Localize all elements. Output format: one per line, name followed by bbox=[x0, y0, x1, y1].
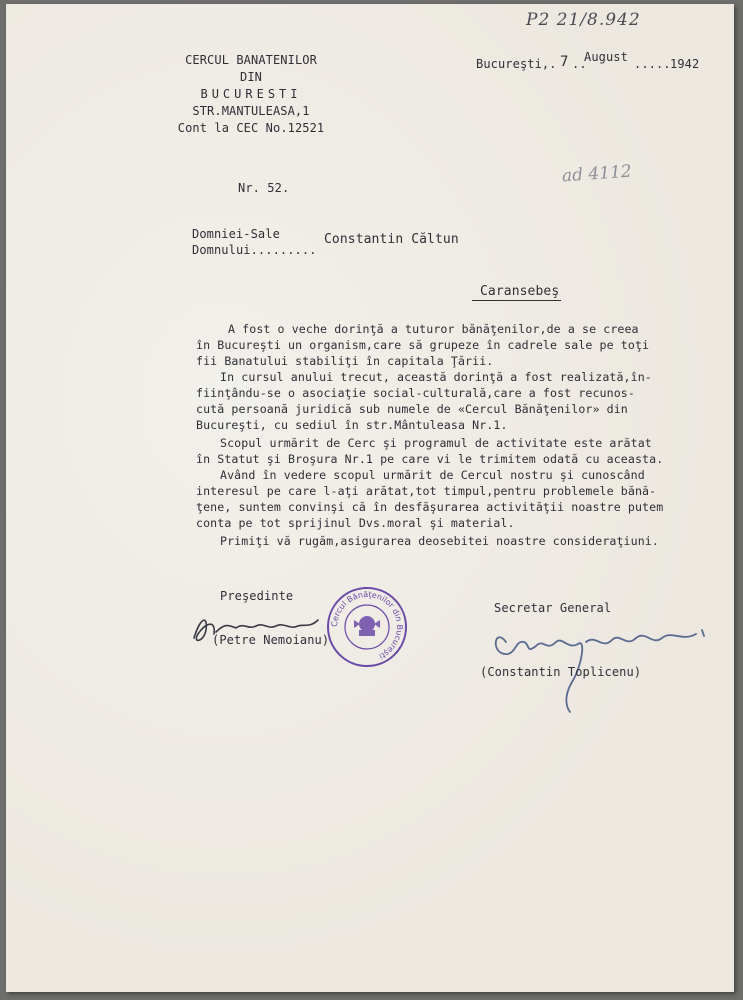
letterhead-line-5: Cont la CEC No.12521 bbox=[177, 121, 325, 135]
secretary-title: Secretar General bbox=[494, 601, 612, 615]
body-line: Bucureşti, cu sediul în str.Mântuleasa Nr.1. bbox=[196, 418, 508, 432]
body-line: interesul pe care l-aţi arătat,tot timpul,pentru problemele bănă- bbox=[196, 484, 657, 498]
letterhead-line-2: DIN bbox=[240, 70, 262, 84]
body-line: A fost o veche dorinţă a tuturor bănăţenilor,de a se creea bbox=[228, 322, 639, 336]
reference-number: Nr. 52. bbox=[238, 181, 290, 195]
date-year: 1942 bbox=[670, 57, 700, 71]
secretary-name: (Constantin Toplicenu) bbox=[480, 665, 642, 679]
date-month: August bbox=[584, 50, 628, 64]
side-note: ad 4112 bbox=[561, 161, 633, 187]
date-dots-1: .. bbox=[572, 57, 587, 71]
date-dots-2: ..... bbox=[634, 57, 671, 71]
archive-note: P2 21/8.942 bbox=[526, 10, 641, 30]
body-line: în Bucureşti un organism,care să grupeze în cadrele sale pe toţi bbox=[196, 338, 650, 352]
letterhead-line-3: BUCURESTI bbox=[200, 87, 302, 101]
body-line: fii Banatului stabiliţi în capitala Ţării. bbox=[196, 354, 494, 368]
document-page bbox=[6, 4, 734, 992]
body-line: în Statut şi Broşura Nr.1 pe care vi le trimitem odată cu aceasta. bbox=[196, 452, 664, 466]
body-line: cută persoană juridică sub numele de «Cercul Bănăţenilor» din bbox=[196, 402, 628, 416]
recipient-label-1: Domniei-Sale bbox=[192, 227, 280, 241]
recipient-city: Caransebeş bbox=[472, 285, 561, 301]
recipient-name: Constantin Căltun bbox=[324, 232, 459, 247]
president-name: (Petre Nemoianu) bbox=[212, 633, 330, 647]
body-line: ţene, suntem convinşi că în desfăşurarea activităţii noastre putem bbox=[196, 500, 664, 514]
date-prefix: Bucureşti,. bbox=[476, 57, 557, 71]
letterhead-line-1: CERCUL BANATENILOR bbox=[185, 53, 317, 67]
letterhead-line-4: STR.MANTULEASA,1 bbox=[192, 104, 310, 118]
body-line: fiinţându-se o asociaţie social-culturală,care a fost recunos- bbox=[196, 386, 635, 400]
recipient-label-2: Domnului......... bbox=[192, 243, 317, 257]
organization-seal bbox=[326, 586, 408, 668]
seal-text: Cercul Bănăţenilor din Bucureşti bbox=[329, 589, 405, 662]
body-line: Având în vedere scopul urmărit de Cercul nostru şi cunoscând bbox=[220, 468, 645, 482]
president-title: Preşedinte bbox=[220, 589, 294, 603]
body-line: Scopul urmărit de Cerc şi programul de activitate este arătat bbox=[220, 436, 652, 450]
body-line: In cursul anului trecut, această dorinţă a fost realizată,în- bbox=[220, 370, 652, 384]
date-day: 7 bbox=[560, 54, 569, 70]
body-line: Primiţi vă rugăm,asigurarea deosebitei noastre consideraţiuni. bbox=[220, 534, 659, 548]
body-line: conta pe tot sprijinul Dvs.moral şi material. bbox=[196, 516, 515, 530]
